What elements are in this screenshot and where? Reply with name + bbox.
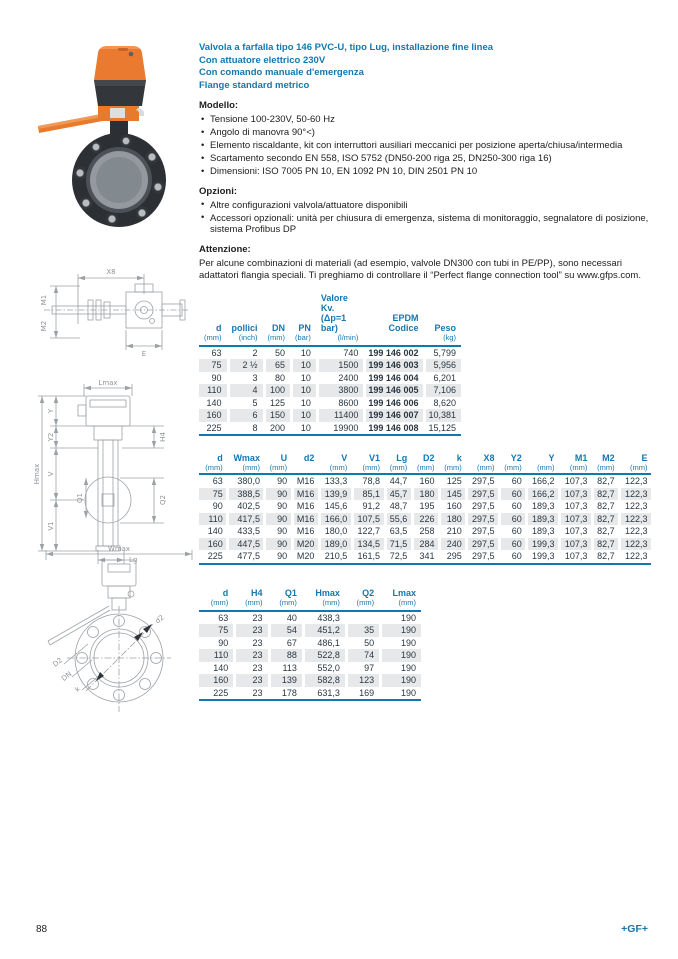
table-cell: 90	[218, 637, 229, 648]
table-cell: M16	[296, 501, 315, 511]
opzioni-bullet-list	[199, 200, 651, 236]
bullet-item: • Tensione 100-230V, 50-60 Hz	[199, 114, 651, 126]
table-cell: 133,3	[324, 476, 348, 486]
table-cell: 110	[199, 384, 227, 397]
table-row	[199, 513, 651, 526]
column-header: k (mm)	[438, 452, 465, 474]
table-cell: 190	[379, 624, 421, 637]
table-cell: 297,5	[472, 526, 495, 536]
table-cell: 65	[263, 359, 291, 372]
table-cell	[345, 611, 379, 625]
table-cell: 10,381	[423, 409, 461, 422]
table-cell: 10	[290, 384, 316, 397]
table-cell: 447,5	[226, 538, 263, 551]
table-cell: 297,5	[472, 476, 495, 486]
table-cell: 210	[446, 526, 462, 536]
dim-label-v1: V1	[47, 521, 55, 531]
table-row	[199, 474, 651, 488]
page-number: 88	[36, 924, 48, 935]
table-cell: 5,799	[433, 347, 456, 358]
table-cell: 60	[498, 538, 525, 551]
dim-label-q2: Q2	[159, 495, 167, 505]
table-cell: 160	[446, 501, 462, 511]
table-cell: 6	[227, 409, 263, 422]
table-cell: 82,7	[597, 526, 615, 536]
table-cell: 107,3	[564, 526, 588, 536]
table-cell: 107,3	[564, 501, 588, 511]
column-header: EPDM Codice	[363, 292, 423, 346]
table-cell: 50	[275, 347, 286, 358]
table-cell: 140	[213, 662, 229, 673]
header-row	[199, 452, 651, 474]
table-cell: 122,7	[357, 526, 381, 536]
table-cell: 23	[233, 674, 267, 687]
table-cell: 166,2	[525, 488, 558, 501]
table-cell: 258	[419, 526, 435, 536]
table-cell: 225	[199, 687, 233, 701]
table-row	[199, 500, 651, 513]
header-row	[199, 292, 461, 346]
table-cell: 19900	[316, 422, 364, 436]
table-cell: 122,3	[624, 501, 648, 511]
column-header: d (mm)	[199, 292, 227, 346]
table-cell: M16	[296, 476, 315, 486]
column-header: Hmax (mm)	[302, 587, 345, 611]
table-cell: 107,3	[558, 513, 591, 526]
table-cell: 90	[211, 372, 222, 383]
title-line: Valvola a farfalla tipo 146 PVC-U, tipo Lug, installazione fine linea	[199, 42, 494, 53]
table-cell: 199 146 005	[363, 384, 423, 397]
dim-label-y2: Y2	[47, 432, 55, 442]
table-cell: 190	[379, 687, 421, 701]
dim-label-lg: Lg	[129, 556, 138, 564]
table-cell: 297,5	[465, 538, 498, 551]
table-cell: 55,6	[384, 513, 411, 526]
table-cell: 477,5	[226, 550, 263, 564]
table-cell: 122,3	[618, 488, 651, 501]
table-cell: 6,201	[433, 372, 456, 383]
table-cell: 2 ½	[227, 359, 263, 372]
table-cell: 161,5	[351, 550, 384, 564]
table-cell: 97	[364, 662, 375, 673]
bullet-item: • Angolo di manovra 90°<)	[199, 127, 651, 139]
table-row	[199, 359, 461, 372]
table-row	[199, 637, 421, 650]
table-cell: 200	[263, 422, 291, 436]
dim-label-x8: X8	[106, 268, 116, 276]
title-line: Con comando manuale d'emergenza	[199, 67, 364, 78]
table-cell: 7,106	[423, 384, 461, 397]
table-cell: 190	[379, 649, 421, 662]
table-cell: 110	[199, 649, 233, 662]
table-cell: M20	[291, 550, 318, 564]
table-cell: M16	[291, 488, 318, 501]
table-cell: 45,7	[384, 488, 411, 501]
dim-label-k: k	[73, 685, 82, 694]
table-cell: 189,3	[532, 501, 555, 511]
table-cell: 125	[269, 397, 286, 408]
table-cell: 2	[252, 347, 258, 358]
table-cell: 134,5	[351, 538, 384, 551]
table-cell: 74	[345, 649, 379, 662]
table-cell: 199 146 004	[368, 372, 419, 383]
table-cell: 10	[300, 347, 311, 358]
table-cell: 139,9	[318, 488, 351, 501]
table-cell: 297,5	[465, 488, 498, 501]
table-cell: 90	[212, 501, 223, 511]
table-cell: 113	[282, 662, 297, 673]
table-row	[199, 346, 461, 360]
table-cell: 552,0	[317, 662, 340, 673]
drawing-top-view	[30, 258, 195, 358]
table-cell: 23	[233, 624, 267, 637]
column-header: Q1 (mm)	[268, 587, 302, 611]
dim-label-wmax: Wmax	[107, 545, 131, 553]
bullet-item: • Accessori opzionali: unità per chiusura di emergenza, sistema di monitoraggio, segnalatore di posizione, sistema Profibus DP	[199, 213, 651, 236]
table-cell: 145,6	[324, 501, 348, 511]
table-cell: 75	[199, 359, 227, 372]
dim-label-e: E	[141, 350, 147, 358]
table-cell: 90	[263, 550, 290, 564]
table-cell: 8	[227, 422, 263, 436]
table-cell: 122,3	[618, 513, 651, 526]
table-cell: 145	[438, 488, 465, 501]
table-cell: 91,2	[362, 501, 381, 511]
table-cell: 486,1	[317, 637, 340, 648]
table-cell: 190	[400, 637, 416, 648]
table-cell: 380,0	[237, 476, 260, 486]
table-cell: 226	[411, 513, 438, 526]
table-row	[199, 687, 421, 701]
table-cell: 199 146 002	[368, 347, 419, 358]
table-cell: 82,7	[591, 550, 618, 564]
table-cell: 160	[199, 538, 226, 551]
table-cell: 63	[218, 612, 229, 623]
column-header: V1 (mm)	[351, 452, 384, 474]
table-cell: 295	[438, 550, 465, 564]
table-cell: 23	[233, 687, 267, 701]
table-cell: 160	[199, 409, 227, 422]
table-cell: 2400	[338, 372, 359, 383]
title-line: Con attuatore elettrico 230V	[199, 54, 326, 66]
content-column	[199, 42, 651, 701]
table-cell: 122,3	[618, 538, 651, 551]
dim-label-m1: M1	[40, 294, 48, 306]
table-cell: 122,3	[624, 476, 648, 486]
column-header: Y (mm)	[525, 452, 558, 474]
table-cell: 40	[286, 612, 297, 623]
table-cell: 90	[263, 513, 290, 526]
table-cell: 150	[263, 409, 291, 422]
table-cell: 240	[438, 538, 465, 551]
table-cell: 23	[252, 637, 263, 648]
header-row	[199, 587, 421, 611]
table-cell: 90	[277, 526, 288, 536]
table-cell: 210,5	[318, 550, 351, 564]
table-cell: 75	[199, 488, 226, 501]
table-cell: M20	[291, 538, 318, 551]
table-cell: 180	[438, 513, 465, 526]
table-cell: 60	[511, 476, 522, 486]
table-cell: 4	[227, 384, 263, 397]
table-row	[199, 649, 421, 662]
bullet-item: • Elemento riscaldante, kit con interruttori ausiliari meccanici per posizione aperta/chiusa/intermedia	[199, 140, 651, 152]
table-cell: 23	[252, 662, 263, 673]
table-cell: 8600	[338, 397, 359, 408]
table-cell: 107,5	[351, 513, 384, 526]
table-cell: 190	[400, 612, 416, 623]
table-cell: 107,3	[558, 538, 591, 551]
table-row	[199, 538, 651, 551]
table-cell: 60	[498, 513, 525, 526]
table-row	[199, 409, 461, 422]
table-cell: 199,3	[525, 538, 558, 551]
table-cell: 82,7	[597, 501, 615, 511]
table-cell: 67	[286, 637, 297, 648]
table-cell: 107,3	[558, 488, 591, 501]
title-line: Flange standard metrico	[199, 79, 310, 91]
table-cell: 341	[411, 550, 438, 564]
column-header: Lg (mm)	[384, 452, 411, 474]
table-cell: 63	[211, 347, 222, 358]
table-cell: 123	[345, 674, 379, 687]
table-cell: 122,3	[624, 526, 648, 536]
table-cell: 122,3	[618, 550, 651, 564]
table-cell: 75	[199, 624, 233, 637]
table-cell: 35	[345, 624, 379, 637]
table-cell: 1500	[316, 359, 364, 372]
section-heading-opzioni: Opzioni:	[199, 185, 237, 197]
dim-label-h4: H4	[159, 432, 167, 442]
table-cell: 225	[199, 550, 226, 564]
table-cell: 50	[364, 637, 375, 648]
column-header: DN (mm)	[263, 292, 291, 346]
table-cell: 80	[275, 372, 286, 383]
table-cell: 438,3	[317, 612, 340, 623]
table-cell: 284	[411, 538, 438, 551]
table-cell: 189,0	[318, 538, 351, 551]
table-cell: 140	[206, 397, 222, 408]
drawing-side-view	[32, 378, 182, 570]
table-cell: 48,7	[389, 501, 408, 511]
table-cell: 5	[252, 397, 258, 408]
dim-label-y: Y	[47, 408, 55, 414]
table-row	[199, 422, 461, 436]
dim-label-q1: Q1	[76, 493, 84, 503]
column-header: Q2 (mm)	[345, 587, 379, 611]
table-cell: 3	[252, 372, 258, 383]
table-cell: 60	[511, 501, 522, 511]
table-row	[199, 624, 421, 637]
table-cell: 90	[277, 476, 288, 486]
table-cell: 78,8	[362, 476, 381, 486]
dim-label-v: V	[47, 471, 55, 477]
table-cell: 169	[345, 687, 379, 701]
column-header: Wmax (mm)	[226, 452, 263, 474]
table-cell: 195	[419, 501, 435, 511]
table-cell: 3800	[316, 384, 364, 397]
table-row	[199, 488, 651, 501]
dimensions-table-2	[199, 587, 421, 702]
column-header: d (mm)	[199, 587, 233, 611]
table-cell: 90	[263, 538, 290, 551]
column-header: PN (bar)	[290, 292, 316, 346]
column-header: M2 (mm)	[591, 452, 618, 474]
table-cell: 160	[419, 476, 435, 486]
column-header: U (mm)	[263, 452, 290, 474]
table-cell: 433,5	[237, 526, 260, 536]
dim-label-D2: D2	[51, 656, 65, 669]
table-cell: 5,956	[423, 359, 461, 372]
table-cell: 402,5	[237, 501, 260, 511]
table-cell: 63	[212, 476, 223, 486]
table-cell: 23	[252, 612, 263, 623]
table-cell: 88	[268, 649, 302, 662]
table-cell: 297,5	[465, 550, 498, 564]
table-cell: 10	[290, 422, 316, 436]
table-cell: 72,5	[384, 550, 411, 564]
table-cell: 82,7	[591, 488, 618, 501]
table-cell: 631,3	[302, 687, 345, 701]
table-row	[199, 611, 421, 625]
attenzione-paragraph: Per alcune combinazioni di materiali (ad esempio, valvole DN300 con tubi in PE/PP), sono necessari adattatori flangia speciali. Ti preghiamo di controllare il “Perfect flange connection tool” su www.gfps.com.	[199, 257, 641, 281]
table-cell: 199 146 007	[363, 409, 423, 422]
table-cell: 82,7	[591, 538, 618, 551]
table-cell: 189,3	[532, 526, 555, 536]
column-header: M1 (mm)	[558, 452, 591, 474]
column-header: d (mm)	[199, 452, 226, 474]
table-cell: 160	[199, 674, 233, 687]
table-cell: 297,5	[465, 513, 498, 526]
table-cell: 140	[207, 526, 223, 536]
table-row	[199, 662, 421, 675]
table-cell: 85,1	[351, 488, 384, 501]
page-title	[199, 42, 651, 92]
column-header: d2	[291, 452, 318, 474]
table-cell: 225	[199, 422, 227, 436]
table-row	[199, 397, 461, 410]
table-cell: 180	[411, 488, 438, 501]
drawing-front-view	[30, 544, 205, 716]
table-cell: M16	[296, 526, 315, 536]
table-cell: 166,0	[318, 513, 351, 526]
table-cell: 44,7	[389, 476, 408, 486]
table-cell: 388,5	[226, 488, 263, 501]
gf-logo: +GF+	[621, 923, 648, 935]
table-cell: 199,3	[525, 550, 558, 564]
table-cell: 190	[379, 674, 421, 687]
bullet-item: • Scartamento secondo EN 558, ISO 5752 (DN50-200 riga 25, DN250-300 riga 16)	[199, 153, 651, 165]
column-header: X8 (mm)	[465, 452, 498, 474]
table-cell: 190	[400, 662, 416, 673]
dim-label-hmax: Hmax	[33, 463, 41, 485]
table-cell: 199 146 006	[368, 397, 419, 408]
table-cell: 82,7	[591, 513, 618, 526]
table-row	[199, 384, 461, 397]
table-cell: 11400	[316, 409, 364, 422]
column-header: Peso (kg)	[423, 292, 461, 346]
dim-label-d2-bolt: d2	[153, 613, 166, 626]
table-cell: 10	[290, 409, 316, 422]
table-cell: 90	[263, 488, 290, 501]
table-cell: 60	[498, 488, 525, 501]
table-cell: 189,3	[525, 513, 558, 526]
table-cell: 10	[290, 359, 316, 372]
table-cell: 180,0	[324, 526, 348, 536]
table-cell: 107,3	[558, 550, 591, 564]
dim-label-dn: DN	[60, 669, 74, 683]
table-cell: 63,5	[389, 526, 408, 536]
table-row	[199, 550, 651, 564]
dim-label-m2: M2	[40, 320, 48, 332]
bullet-item: • Altre configurazioni valvola/attuatore disponibili	[199, 200, 651, 212]
table-cell: 15,125	[423, 422, 461, 436]
product-photo	[34, 40, 190, 230]
table-cell: 54	[268, 624, 302, 637]
table-row	[199, 525, 651, 538]
table-cell: 107,3	[564, 476, 588, 486]
table-cell: 100	[263, 384, 291, 397]
bullet-item: • Dimensioni: ISO 7005 PN 10, EN 1092 PN 10, DIN 2501 PN 10	[199, 166, 651, 178]
column-header: D2 (mm)	[411, 452, 438, 474]
table-cell: 178	[268, 687, 302, 701]
table-cell: 199 146 003	[363, 359, 423, 372]
table-cell: 740	[343, 347, 359, 358]
actuator-housing	[94, 46, 146, 80]
table-cell: 71,5	[384, 538, 411, 551]
table-cell: 60	[498, 550, 525, 564]
table-cell: 82,7	[597, 476, 615, 486]
dim-label-lmax: Lmax	[98, 379, 118, 387]
column-header: H4 (mm)	[233, 587, 267, 611]
table-cell: 297,5	[472, 501, 495, 511]
table-cell: 125	[446, 476, 462, 486]
column-header: E (mm)	[618, 452, 651, 474]
table-cell: 110	[199, 513, 226, 526]
table-row	[199, 372, 461, 385]
table-cell: 199 146 008	[363, 422, 423, 436]
table-cell: 60	[511, 526, 522, 536]
table-cell: 8,620	[433, 397, 456, 408]
column-header: Lmax (mm)	[379, 587, 421, 611]
modello-bullet-list	[199, 114, 651, 178]
table-cell: 23	[233, 649, 267, 662]
table-cell: 139	[268, 674, 302, 687]
table-cell: M16	[291, 513, 318, 526]
section-heading-modello: Modello:	[199, 100, 239, 111]
table-cell: 451,2	[302, 624, 345, 637]
table-cell: 166,2	[532, 476, 555, 486]
table-cell: 417,5	[226, 513, 263, 526]
table-cell: 10	[300, 372, 311, 383]
column-header: Valore Kv. (Δp=1 bar) (l/min)	[316, 292, 364, 346]
table-cell: 582,8	[302, 674, 345, 687]
section-heading-attenzione: Attenzione:	[199, 243, 251, 255]
table-row	[199, 674, 421, 687]
ordering-table	[199, 292, 461, 437]
dimensions-table-1	[199, 452, 651, 565]
table-cell: 522,8	[302, 649, 345, 662]
column-header: Y2 (mm)	[498, 452, 525, 474]
table-cell: 90	[277, 501, 288, 511]
column-header: V (mm)	[318, 452, 351, 474]
column-header: pollici (inch)	[227, 292, 263, 346]
table-cell: 10	[300, 397, 311, 408]
